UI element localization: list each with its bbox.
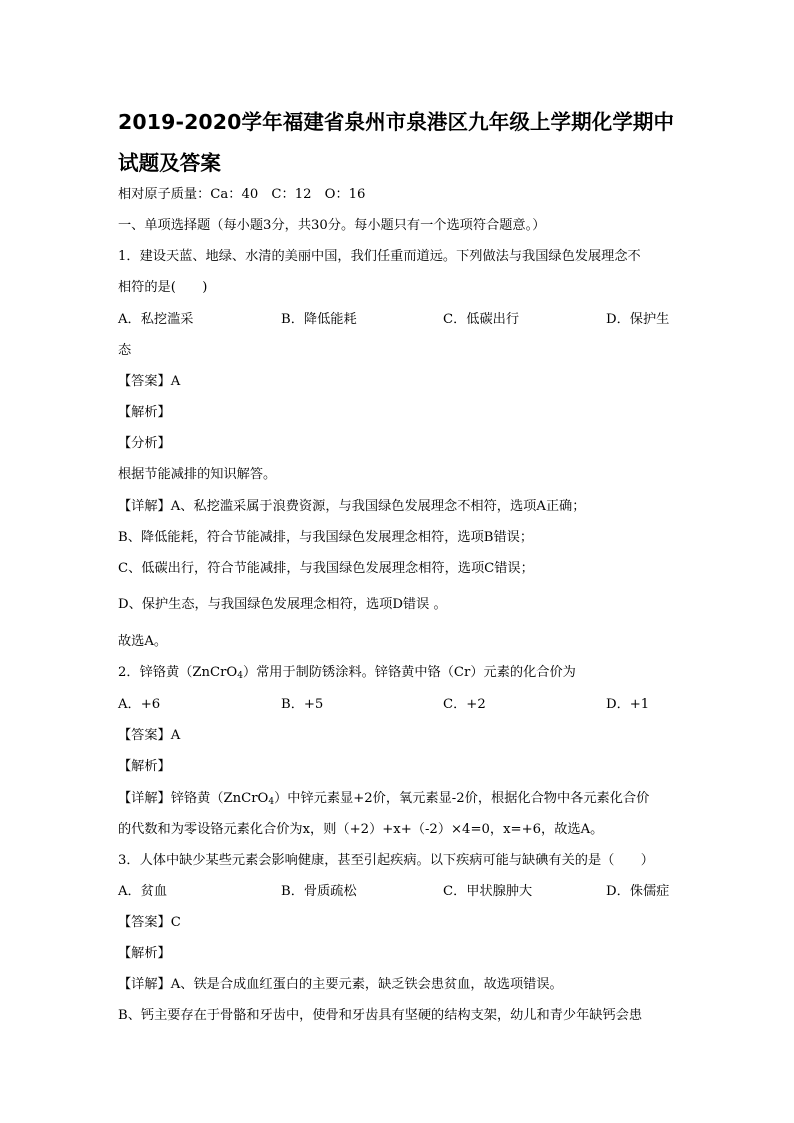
q1-option-c: C．低碳出行 (443, 312, 520, 327)
q2-detail-line2: 的代数和为零设铬元素化合价为x，则（+2）+x+（-2）×4=0，x=+6，故选A。 (118, 822, 604, 837)
document-title-line2: 试题及答案 (118, 151, 221, 175)
answer-value: A (170, 728, 181, 743)
q2-detail-line1 (118, 790, 649, 811)
q2-stem (118, 664, 576, 685)
q1-stem-line2: 相符的是( ) (118, 280, 208, 295)
q1-option-b: B．降低能耗 (281, 312, 357, 327)
answer-value: A (170, 374, 181, 389)
document-title-line1: 2019-2020学年福建省泉州市泉港区九年级上学期化学期中 (118, 110, 675, 134)
q1-analysis-tag: 【解析】 (118, 405, 171, 420)
q1-detail-c: C、低碳出行，符合节能减排，与我国绿色发展理念相符，选项C错误； (118, 561, 534, 576)
q2-answer (118, 727, 180, 745)
answer-tag: 【答案】 (118, 728, 171, 743)
q2-analysis-tag: 【解析】 (118, 759, 171, 774)
q3-analysis-tag: 【解析】 (118, 946, 171, 961)
q3-answer (118, 914, 181, 932)
q1-fenxi-text: 根据节能减排的知识解答。 (118, 467, 277, 482)
q2-stem-pre: 2．锌铬黄（ZnCrO (118, 665, 238, 680)
answer-tag: 【答案】 (118, 374, 171, 389)
q2-stem-post: ）常用于制防锈涂料。锌铬黄中铬（Cr）元素的化合价为 (242, 665, 576, 680)
detail-text: A、私挖滥采属于浪费资源，与我国绿色发展理念不相符，选项A正确； (170, 499, 586, 514)
q2-option-c: C．+2 (443, 697, 486, 712)
q1-detail-a (118, 498, 585, 516)
q1-option-d-continuation: 态 (118, 343, 132, 358)
q1-stem-line1: 1．建设天蓝、地绿、水清的美丽中国，我们任重而道远。下列做法与我国绿色发展理念不 (118, 249, 641, 264)
q3-detail-a (118, 976, 563, 994)
q2-option-d: D．+1 (606, 697, 650, 712)
q3-option-d: D．侏儒症 (606, 884, 670, 899)
q2-option-a: A．+6 (118, 697, 161, 712)
q1-conclusion: 故选A。 (118, 634, 168, 649)
q1-answer (118, 373, 180, 391)
section-heading: 一、单项选择题（每小题3分，共30分。每小题只有一个选项符合题意。） (118, 218, 546, 233)
q3-option-b: B．骨质疏松 (281, 884, 357, 899)
q1-option-d: D．保护生 (606, 312, 670, 327)
detail-subscript: 4 (268, 797, 275, 807)
q3-stem: 3．人体中缺少某些元素会影响健康，甚至引起疾病。以下疾病可能与缺碘有关的是（ ） (118, 853, 654, 868)
q3-option-c: C．甲状腺肿大 (443, 884, 533, 899)
q2-stem-subscript: 4 (237, 671, 243, 681)
detail-tag: 【详解】 (118, 499, 171, 514)
q1-detail-b: B、降低能耗，符合节能减排，与我国绿色发展理念相符，选项B错误； (118, 530, 534, 545)
q1-fenxi-tag: 【分析】 (118, 436, 171, 451)
q1-option-a: A．私挖滥采 (118, 312, 194, 327)
answer-tag: 【答案】 (118, 915, 171, 930)
q2-option-b: B．+5 (281, 697, 324, 712)
answer-value: C (170, 915, 181, 930)
q3-option-a: A．贫血 (118, 884, 168, 899)
q1-detail-d: D、保护生态，与我国绿色发展理念相符，选项D错误 。 (118, 597, 447, 612)
detail-text: A、铁是合成血红蛋白的主要元素，缺乏铁会患贫血，故选项错误。 (170, 977, 563, 992)
atomic-mass-note: 相对原子质量：Ca：40 C：12 O：16 (118, 187, 366, 202)
detail-pre: 锌铬黄（ZnCrO (170, 791, 269, 806)
detail-tag: 【详解】 (118, 977, 171, 992)
detail-post: ）中锌元素显+2价，氧元素显-2价，根据化合物中各元素化合价 (274, 791, 650, 806)
q3-detail-b: B、钙主要存在于骨骼和牙齿中，使骨和牙齿具有坚硬的结构支架，幼儿和青少年缺钙会患 (118, 1008, 642, 1023)
detail-tag: 【详解】 (118, 791, 171, 806)
